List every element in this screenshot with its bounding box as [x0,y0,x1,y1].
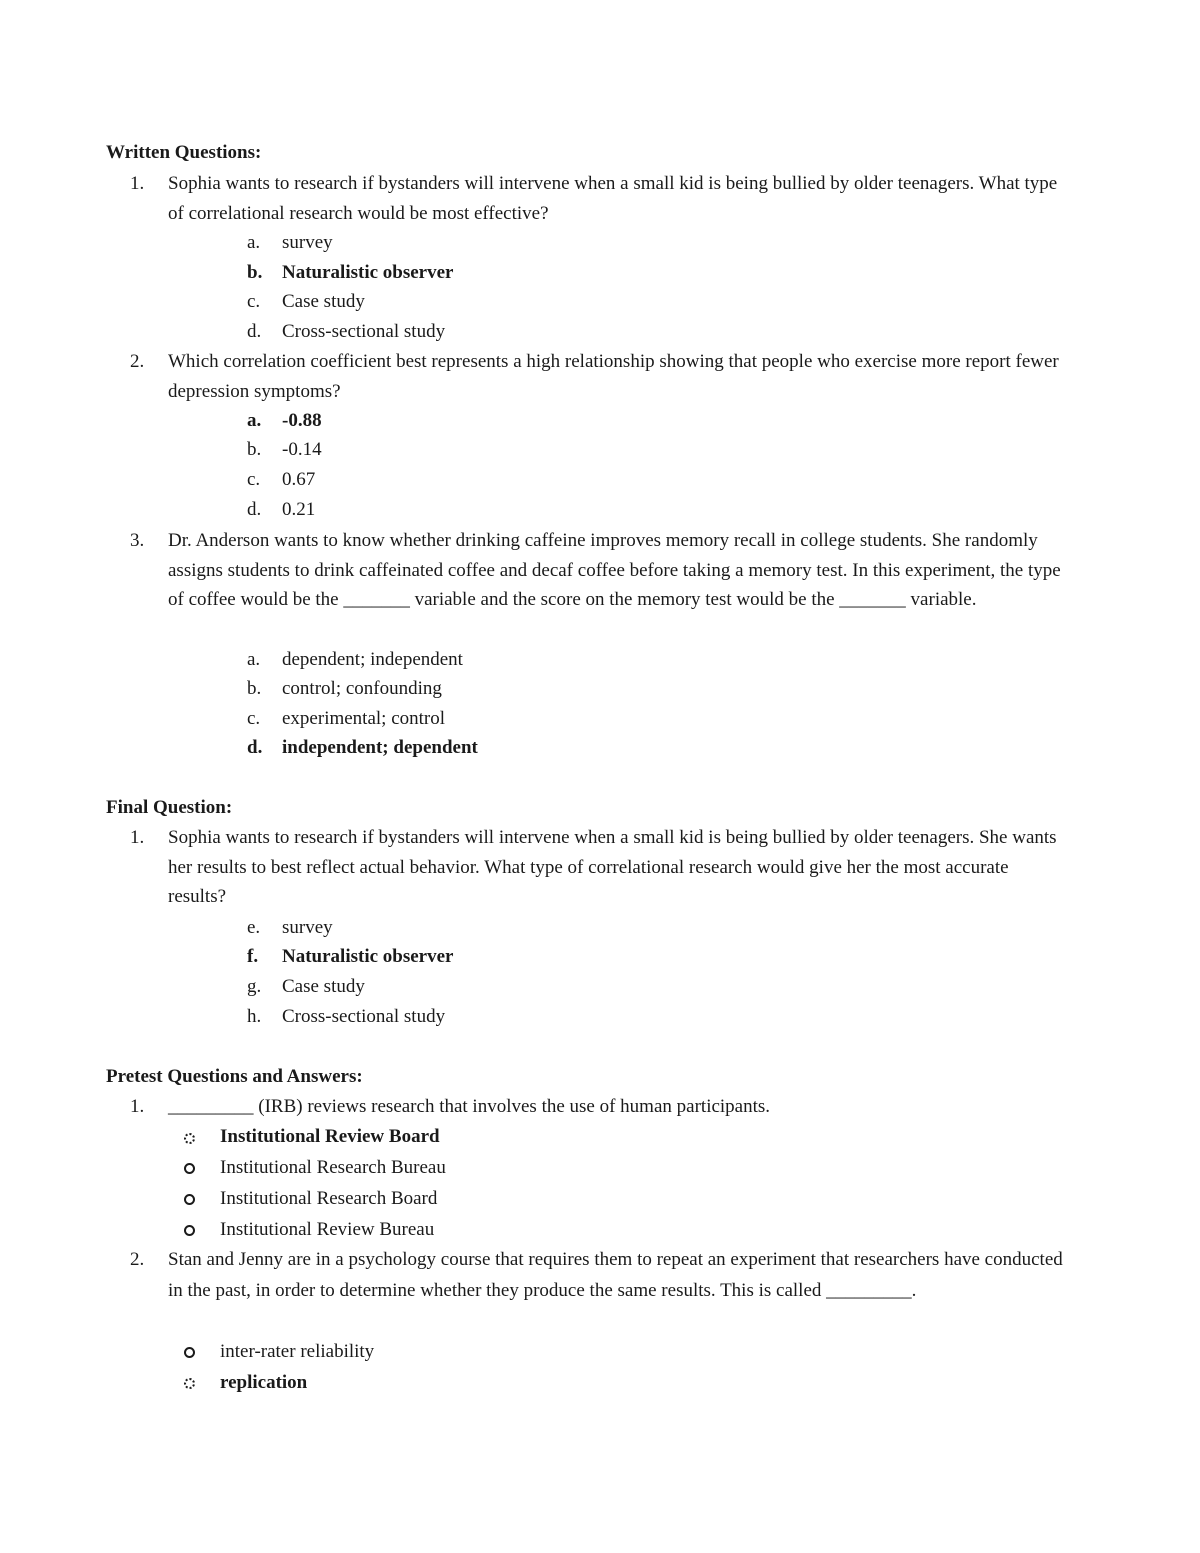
option-letter: c. [247,291,261,312]
option-letter-answer: f. [247,946,259,967]
circle-bullet-icon [184,1378,195,1389]
question-text: Sophia wants to research if bystanders will intervene when a small kid is being bullied by older teenagers. What type of correlational research would be most effective? [168,173,1058,224]
circle-bullet-icon [184,1194,195,1205]
option-text: inter-rater reliability [220,1341,375,1362]
option-letter: b. [247,678,262,699]
option-letter: g. [247,976,262,997]
option-text: survey [282,232,333,253]
option-letter: a. [247,232,261,253]
option-text: Institutional Research Bureau [220,1157,446,1178]
question-number: 1. [130,827,145,848]
option-text: Case study [282,291,365,312]
option-letter: a. [247,649,261,670]
question-text: Sophia wants to research if bystanders will intervene when a small kid is being bullied by older teenagers. She wants her results to best reflect actual behavior. What type of correlational research would give her the most accurate results? [168,827,1057,908]
circle-bullet-icon [184,1163,195,1174]
option-text: Cross-sectional study [282,1006,446,1027]
question-text: Dr. Anderson wants to know whether drinking caffeine improves memory recall in college students. She randomly assigns students to drink caffeinated coffee and decaf coffee before taking a memory test. In this experiment, the type of coffee would be the _______ variable and the score on the memory test would be the _______ variable. [168,530,1061,611]
option-text: survey [282,917,333,938]
option-text: 0.21 [282,499,316,520]
option-letter: d. [247,499,262,520]
section-heading-final: Final Question: [106,797,233,818]
question-number: 3. [130,530,145,551]
option-letter: d. [247,321,262,342]
option-text: control; confounding [282,678,442,699]
option-text-answer: independent; dependent [282,737,478,758]
option-text-answer: -0.88 [282,410,322,431]
question-number: 2. [130,351,145,372]
option-text-answer: Naturalistic observer [282,262,454,283]
circle-bullet-icon [184,1347,195,1358]
option-text: -0.14 [282,439,322,460]
option-letter: b. [247,439,262,460]
question-number: 1. [130,1096,145,1117]
section-heading-pretest: Pretest Questions and Answers: [106,1066,363,1087]
option-text-answer: Naturalistic observer [282,946,454,967]
option-text-answer: replication [220,1372,308,1393]
option-letter-answer: d. [247,737,263,758]
question-number: 1. [130,173,145,194]
question-text: Which correlation coefficient best represents a high relationship showing that people who exercise more report fewer depression symptoms? [168,351,1059,402]
circle-bullet-icon [184,1225,195,1236]
option-text: experimental; control [282,708,446,729]
option-text-answer: Institutional Review Board [220,1126,440,1147]
option-letter: c. [247,469,261,490]
option-text: dependent; independent [282,649,463,670]
option-text: Cross-sectional study [282,321,446,342]
option-letter-answer: b. [247,262,263,283]
section-heading-written: Written Questions: [106,142,262,163]
question-number: 2. [130,1249,145,1270]
option-letter: c. [247,708,261,729]
option-letter: h. [247,1006,262,1027]
option-text: 0.67 [282,469,316,490]
option-text: Institutional Research Board [220,1188,438,1209]
option-text: Institutional Review Bureau [220,1219,435,1240]
question-text: Stan and Jenny are in a psychology course that requires them to repeat an experiment that researchers have conducted in the past, in order to determine whether they produce the same results. This is called _________. [168,1249,1063,1301]
question-text: _________ (IRB) reviews research that involves the use of human participants. [168,1096,771,1117]
option-letter-answer: a. [247,410,262,431]
circle-bullet-icon [184,1133,195,1144]
option-text: Case study [282,976,365,997]
option-letter: e. [247,917,261,938]
